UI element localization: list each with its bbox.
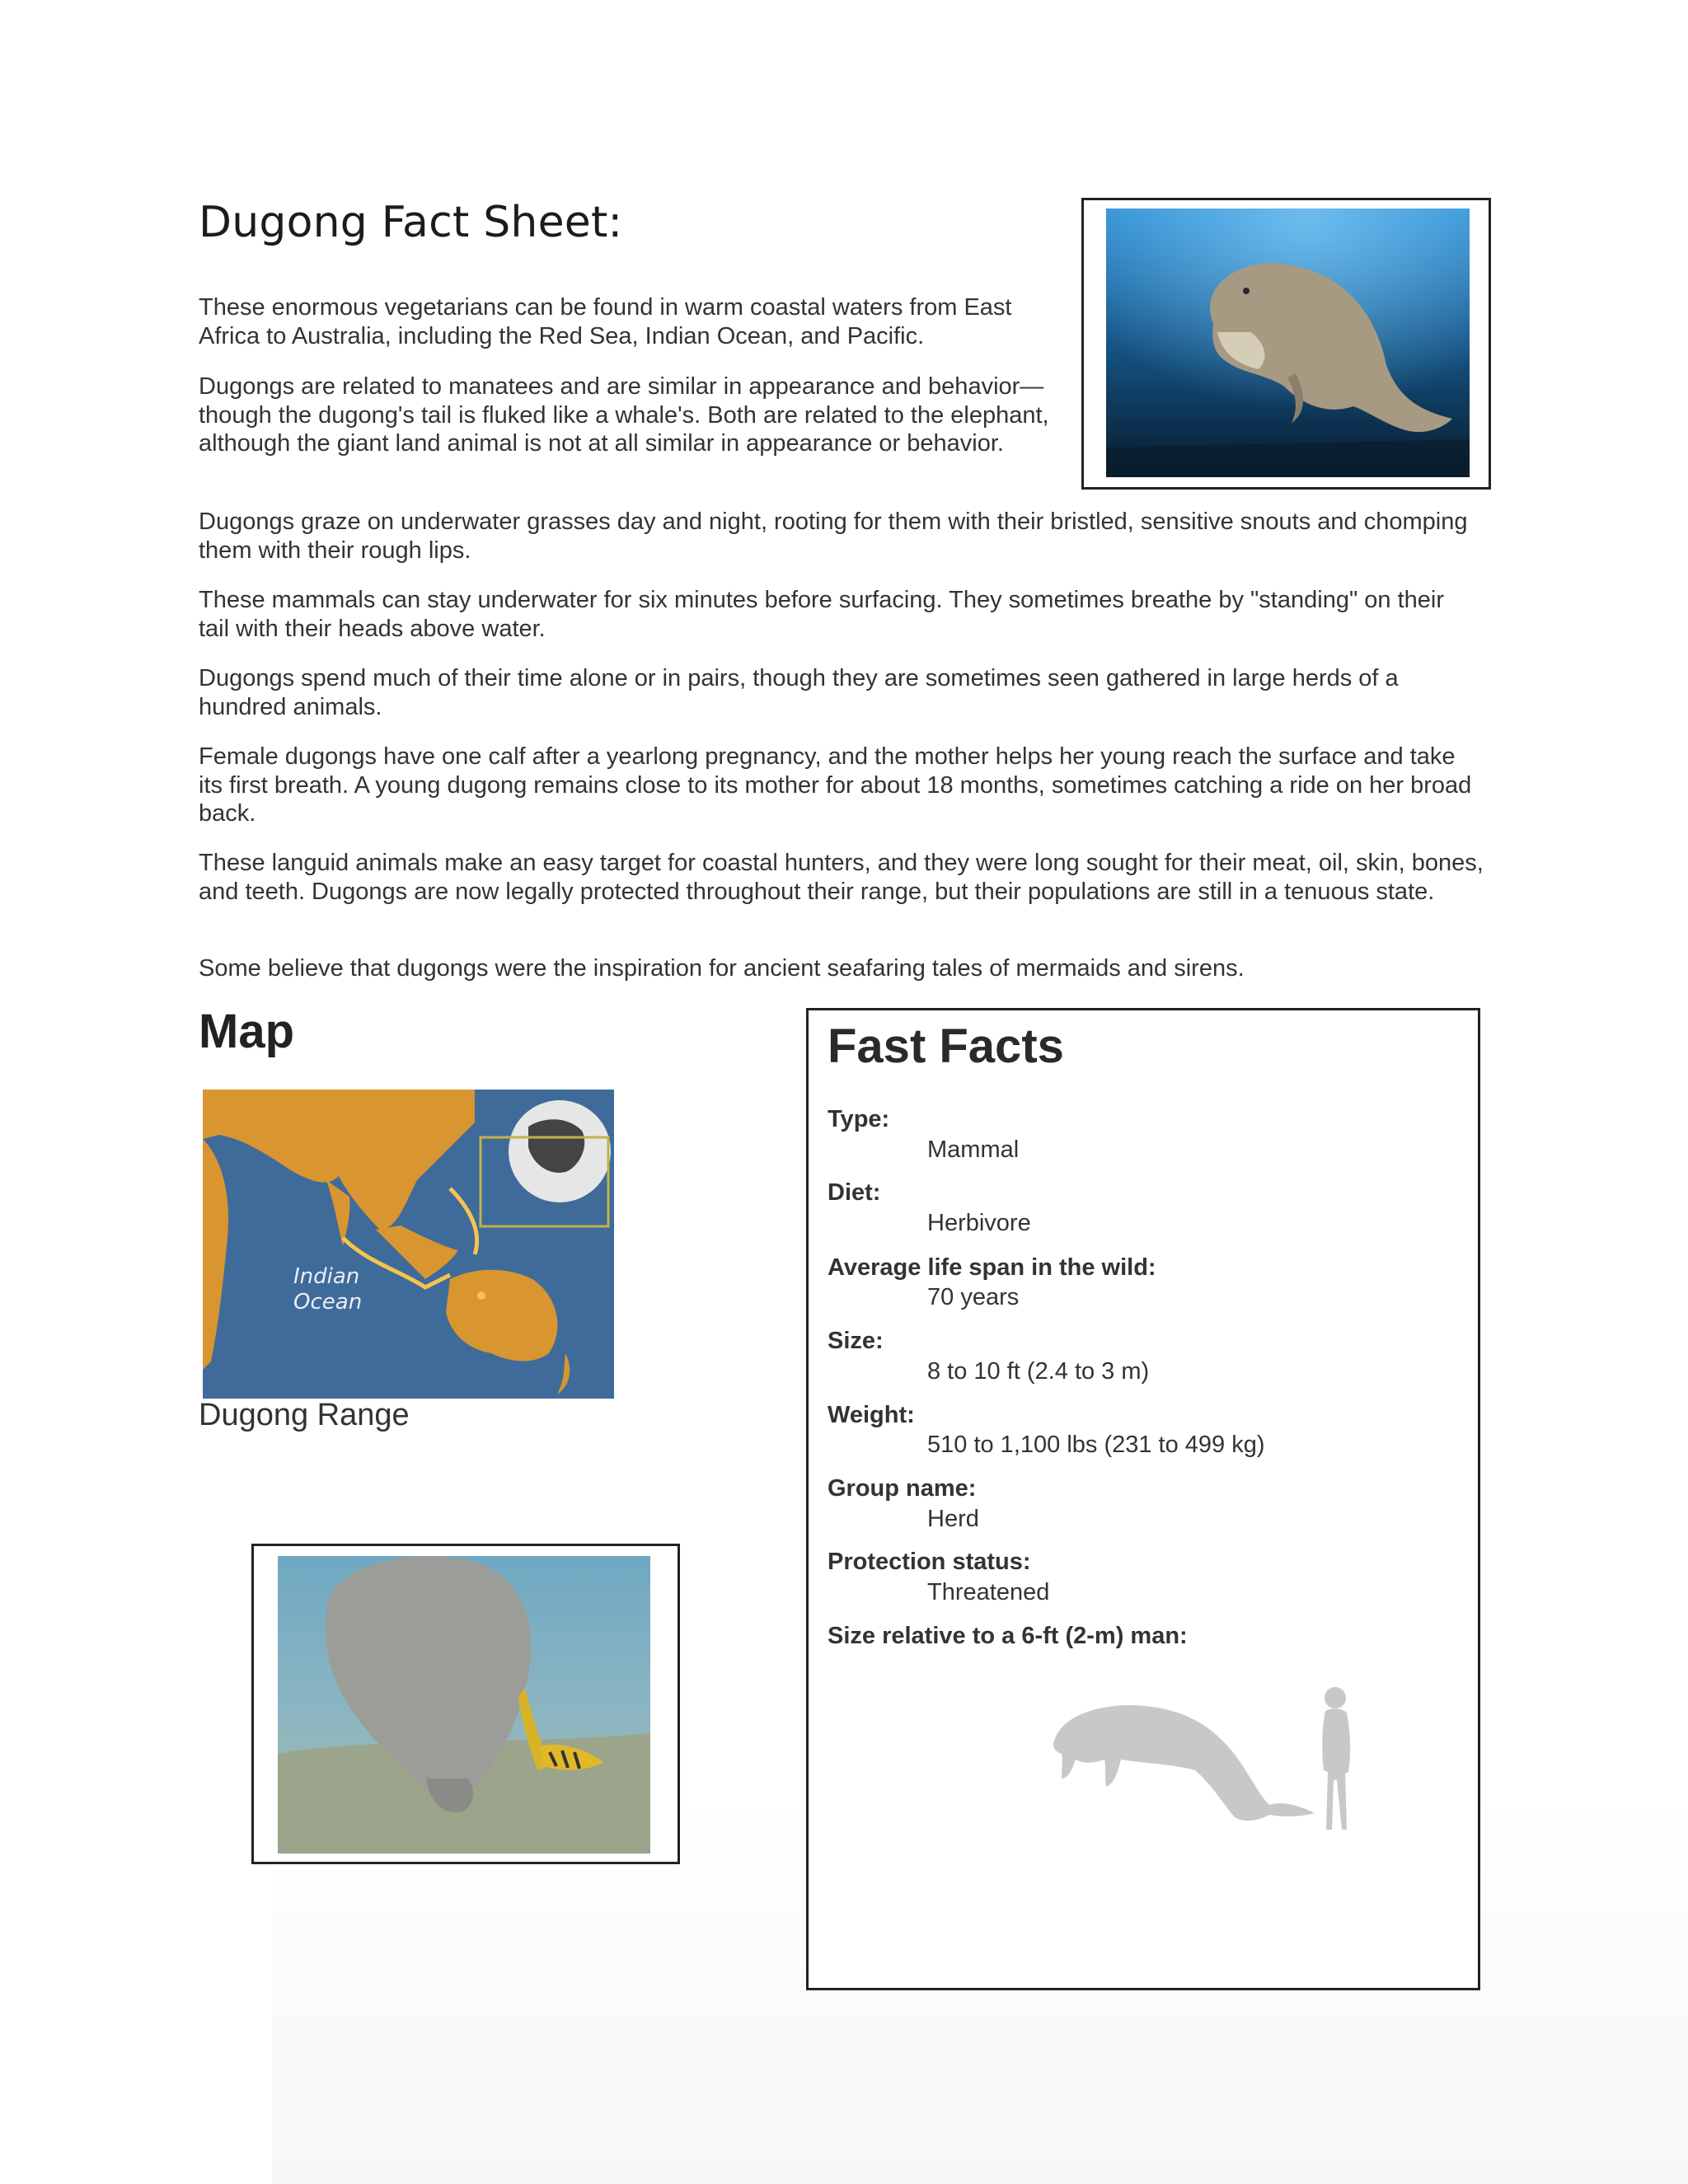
fact-label-group: Group name: <box>828 1475 977 1502</box>
paragraph-habitat: These enormous vegetarians can be found in warm coastal waters from East Africa to Australia, including the Red Sea, Indian Ocean, and Pacific. <box>199 294 1012 349</box>
page-title: Dugong Fact Sheet: <box>199 198 623 247</box>
fact-label-weight: Weight: <box>828 1402 915 1428</box>
map-caption: Dugong Range <box>199 1398 410 1432</box>
fact-value-size: 8 to 10 ft (2.4 to 3 m) <box>927 1358 1150 1385</box>
fact-label-protection: Protection status: <box>828 1549 1031 1575</box>
fact-label-size: Size: <box>828 1328 884 1354</box>
fast-facts-heading: Fast Facts <box>828 1019 1064 1073</box>
grazing-dugong-photo <box>278 1556 650 1854</box>
fact-value-group: Herd <box>927 1506 979 1532</box>
paragraph-grazing: Dugongs graze on underwater grasses day and night, rooting for them with their bristled, sensitive snouts and chomping them with their rough lips. <box>199 509 1468 564</box>
size-comparison-silhouette <box>1047 1681 1376 1863</box>
range-map <box>203 1090 614 1399</box>
paragraph-mermaids: Some believe that dugongs were the inspiration for ancient seafaring tales of mermaids and sirens. <box>199 955 1245 982</box>
map-label-ocean: Ocean <box>293 1290 363 1315</box>
paragraph-breathing: These mammals can stay underwater for six minutes before surfacing. They sometimes breathe by "standing" on their tail with their heads above water. <box>199 587 1445 642</box>
fact-value-protection: Threatened <box>927 1579 1050 1605</box>
paragraph-relatives: Dugongs are related to manatees and are similar in appearance and behavior— though the dugong's tail is fluked like a whale's. Both are related to the elephant, although the giant land animal is not at all similar in appearance or behavior. <box>199 373 1049 457</box>
paragraph-herds: Dugongs spend much of their time alone or in pairs, though they are sometimes seen gathered in large herds of a hundred animals. <box>199 665 1399 720</box>
swimming-dugong-photo <box>1106 209 1470 477</box>
paragraph-calves: Female dugongs have one calf after a yearlong pregnancy, and the mother helps her young reach the surface and take its first breath. A young dugong remains close to its mother for about 18 months, sometimes catching a ride on her broad back. <box>199 743 1472 827</box>
map-label-indian: Indian <box>293 1264 360 1289</box>
map-heading: Map <box>199 1005 294 1058</box>
fact-value-lifespan: 70 years <box>927 1284 1020 1310</box>
fact-label-type: Type: <box>828 1106 890 1132</box>
fact-label-lifespan: Average life span in the wild: <box>828 1254 1156 1281</box>
fact-value-weight: 510 to 1,100 lbs (231 to 499 kg) <box>927 1432 1265 1458</box>
fact-label-diet: Diet: <box>828 1179 881 1206</box>
fact-label-size-relative: Size relative to a 6-ft (2-m) man: <box>828 1623 1188 1649</box>
fact-value-diet: Herbivore <box>927 1210 1031 1236</box>
fact-value-type: Mammal <box>927 1137 1020 1163</box>
paragraph-hunting: These languid animals make an easy target for coastal hunters, and they were long sought for their meat, oil, skin, bones, and teeth. Dugongs are now legally protected throughout their range, but their populations are still in a tenuous state. <box>199 850 1484 905</box>
